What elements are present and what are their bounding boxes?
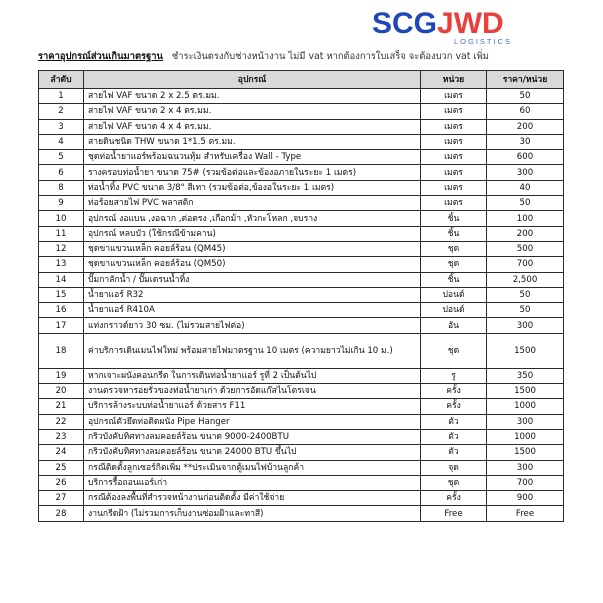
row-price: 700: [487, 257, 564, 272]
row-number: 14: [39, 272, 84, 287]
table-row: [39, 272, 564, 287]
row-number: 1: [39, 89, 84, 104]
row-unit: เมตร: [421, 119, 487, 134]
table-row: [39, 460, 564, 475]
row-item: กริวบังคับทิศทางลมคอยล์ร้อน ขนาด 9000-2400BTU: [84, 429, 421, 444]
row-price: 300: [487, 460, 564, 475]
table-row: [39, 211, 564, 226]
row-unit: เมตร: [421, 104, 487, 119]
row-unit: เมตร: [421, 89, 487, 104]
row-number: 13: [39, 257, 84, 272]
logo-wordmark: [372, 8, 504, 40]
row-item: บริการล้างระบบท่อน้ำยาแอร์ ด้วยสาร F11: [84, 399, 421, 414]
row-price: 900: [487, 491, 564, 506]
row-unit: ชุด: [421, 257, 487, 272]
payment-note: ชำระเงินตรงกับช่างหน้างาน ไม่มี vat หากต้องการใบเสร็จ จะต้องบวก vat เพิ่ม: [171, 51, 489, 62]
row-number: 24: [39, 445, 84, 460]
row-unit: ตัว: [421, 414, 487, 429]
row-number: 19: [39, 368, 84, 383]
row-item: กริวบังคับทิศทางลมคอยล์ร้อน ขนาด 24000 BTU ขึ้นไป: [84, 445, 421, 460]
row-number: 23: [39, 429, 84, 444]
row-item: งานตรวจหารอยรั่วของท่อน้ำยาเก่า ด้วยการอัดแก๊สไนโตรเจน: [84, 384, 421, 399]
row-price: 1500: [487, 445, 564, 460]
table-row: [39, 196, 564, 211]
table-row: [39, 287, 564, 302]
row-number: 4: [39, 134, 84, 149]
logo-brand-b: JWD: [437, 7, 504, 40]
row-item: สายดินชนิด THW ขนาด 1*1.5 ตร.มม.: [84, 134, 421, 149]
row-unit: ครั้ง: [421, 399, 487, 414]
row-number: 18: [39, 333, 84, 368]
document-header: [38, 51, 598, 63]
table-row: [39, 399, 564, 414]
row-unit: อัน: [421, 318, 487, 333]
row-price: 350: [487, 368, 564, 383]
table-row: [39, 165, 564, 180]
row-price: 700: [487, 475, 564, 490]
row-number: 12: [39, 241, 84, 256]
table-row: [39, 368, 564, 383]
row-unit: Free: [421, 506, 487, 521]
row-unit: รู: [421, 368, 487, 383]
table-row: [39, 318, 564, 333]
table-row: [39, 104, 564, 119]
column-header-unit: หน่วย: [421, 71, 487, 89]
row-price: 300: [487, 318, 564, 333]
row-item: บริการรื้อถอนแอร์เก่า: [84, 475, 421, 490]
row-unit: ชิ้น: [421, 226, 487, 241]
row-item: ท่อร้อยสายไฟ PVC พลาสติก: [84, 196, 421, 211]
row-unit: ตัว: [421, 429, 487, 444]
row-unit: เมตร: [421, 196, 487, 211]
row-price: 200: [487, 226, 564, 241]
row-number: 20: [39, 384, 84, 399]
row-number: 22: [39, 414, 84, 429]
table-row: [39, 414, 564, 429]
document-title: ราคาอุปกรณ์ส่วนเกินมาตรฐาน: [38, 51, 163, 62]
row-item: ค่าบริการเดินเมนไฟใหม่ พร้อมสายไฟมาตรฐาน 10 เมตร (ความยาวไม่เกิน 10 ม.): [84, 333, 421, 368]
row-price: 50: [487, 303, 564, 318]
row-number: 2: [39, 104, 84, 119]
row-number: 6: [39, 165, 84, 180]
row-item: หากเจาะผนังคอนกรีต ในการเดินท่อน้ำยาแอร์ รูที่ 2 เป็นต้นไป: [84, 368, 421, 383]
row-item: แท่งกราวด์ยาว 30 ซม. (ไม่รวมสายไฟต่อ): [84, 318, 421, 333]
row-price: 300: [487, 165, 564, 180]
row-number: 21: [39, 399, 84, 414]
row-item: รางครอบท่อน้ำยา ขนาด 75# (รวมข้อต่อและข้องอภายในระยะ 1 เมตร): [84, 165, 421, 180]
row-item: กรณีต้องลงพื้นที่สำรวจหน้างานก่อนติดตั้ง มีค่าใช้จ่าย: [84, 491, 421, 506]
row-unit: ชิ้น: [421, 211, 487, 226]
row-item: ปั๊มกาลักน้ำ / ปั๊มเดรนน้ำทิ้ง: [84, 272, 421, 287]
row-price: 200: [487, 119, 564, 134]
row-item: สายไฟ VAF ขนาด 2 x 4 ตร.มม.: [84, 104, 421, 119]
row-unit: เมตร: [421, 150, 487, 165]
table-row: [39, 475, 564, 490]
row-number: 15: [39, 287, 84, 302]
table-row: [39, 333, 564, 368]
row-item: สายไฟ VAF ขนาด 2 x 2.5 ตร.มม.: [84, 89, 421, 104]
row-item: อุปกรณ์ตัวยึดท่อติดผนัง Pipe Hanger: [84, 414, 421, 429]
row-price: 1500: [487, 333, 564, 368]
table-row: [39, 491, 564, 506]
row-number: 5: [39, 150, 84, 165]
row-number: 11: [39, 226, 84, 241]
row-price: 50: [487, 89, 564, 104]
row-item: ชุดขาแขวนเหล็ก คอยล์ร้อน (QM45): [84, 241, 421, 256]
row-item: ชุดขาแขวนเหล็ก คอยล์ร้อน (QM50): [84, 257, 421, 272]
row-number: 8: [39, 180, 84, 195]
table-row: [39, 303, 564, 318]
title-spacer: [166, 51, 169, 62]
row-item: น้ำยาแอร์ R410A: [84, 303, 421, 318]
table-row: [39, 89, 564, 104]
row-price: Free: [487, 506, 564, 521]
table-row: [39, 134, 564, 149]
row-item: น้ำยาแอร์ R32: [84, 287, 421, 302]
company-logo: [372, 8, 542, 44]
row-number: 17: [39, 318, 84, 333]
row-price: 1000: [487, 399, 564, 414]
row-number: 9: [39, 196, 84, 211]
table-header-row: [39, 71, 564, 89]
row-item: อุปกรณ์ งอแบน ,งอฉาก ,ต่อตรง ,เกือกม้า ,หัวกะโหลก ,จบราง: [84, 211, 421, 226]
row-number: 3: [39, 119, 84, 134]
row-number: 16: [39, 303, 84, 318]
row-unit: ชุด: [421, 241, 487, 256]
row-unit: ชุด: [421, 333, 487, 368]
row-item: อุปกรณ์ หลบบัว (ใช้กรณีข้ามคาน): [84, 226, 421, 241]
table-row: [39, 384, 564, 399]
row-unit: ปอนด์: [421, 287, 487, 302]
row-number: 28: [39, 506, 84, 521]
row-unit: เมตร: [421, 180, 487, 195]
row-unit: เมตร: [421, 165, 487, 180]
row-number: 10: [39, 211, 84, 226]
table-row: [39, 226, 564, 241]
table-body: [39, 89, 564, 522]
row-unit: เมตร: [421, 134, 487, 149]
row-price: 100: [487, 211, 564, 226]
row-item: ท่อน้ำทิ้ง PVC ขนาด 3/8" สีเทา (รวมข้อต่อ,ข้องอในระยะ 1 เมตร): [84, 180, 421, 195]
row-price: 50: [487, 287, 564, 302]
table-row: [39, 445, 564, 460]
row-unit: จุด: [421, 460, 487, 475]
logo-subtitle: LOGISTICS: [454, 37, 513, 46]
row-unit: ชุด: [421, 475, 487, 490]
row-unit: ตัว: [421, 445, 487, 460]
row-price: 1000: [487, 429, 564, 444]
row-item: สายไฟ VAF ขนาด 4 x 4 ตร.มม.: [84, 119, 421, 134]
table-row: [39, 150, 564, 165]
row-unit: ครั้ง: [421, 491, 487, 506]
row-unit: ชิ้น: [421, 272, 487, 287]
table-row: [39, 241, 564, 256]
table-row: [39, 257, 564, 272]
row-number: 26: [39, 475, 84, 490]
price-table: [38, 70, 564, 522]
table-row: [39, 429, 564, 444]
row-price: 600: [487, 150, 564, 165]
table-row: [39, 180, 564, 195]
row-price: 1500: [487, 384, 564, 399]
row-price: 50: [487, 196, 564, 211]
row-price: 40: [487, 180, 564, 195]
row-price: 300: [487, 414, 564, 429]
row-item: กรณีติดตั้งลูกเซอร์กิตเพิ่ม **ประเมินจากตู้เมนไฟบ้านลูกค้า: [84, 460, 421, 475]
logo-brand-a: SCG: [372, 7, 438, 40]
row-price: 2,500: [487, 272, 564, 287]
row-price: 500: [487, 241, 564, 256]
table-row: [39, 119, 564, 134]
column-header-item: อุปกรณ์: [84, 71, 421, 89]
table-row: [39, 506, 564, 521]
row-number: 25: [39, 460, 84, 475]
row-item: งานกรีดฝ้า (ไม่รวมการเก็บงานซ่อมฝ้าและทาสี): [84, 506, 421, 521]
row-item: ชุดท่อน้ำยาแอร์พร้อมฉนวนหุ้ม สำหรับเครื่อง Wall - Type: [84, 150, 421, 165]
row-number: 27: [39, 491, 84, 506]
row-price: 60: [487, 104, 564, 119]
row-price: 30: [487, 134, 564, 149]
column-header-price: ราคา/หน่วย: [487, 71, 564, 89]
column-header-no: ลำดับ: [39, 71, 84, 89]
row-unit: ครั้ง: [421, 384, 487, 399]
row-unit: ปอนด์: [421, 303, 487, 318]
